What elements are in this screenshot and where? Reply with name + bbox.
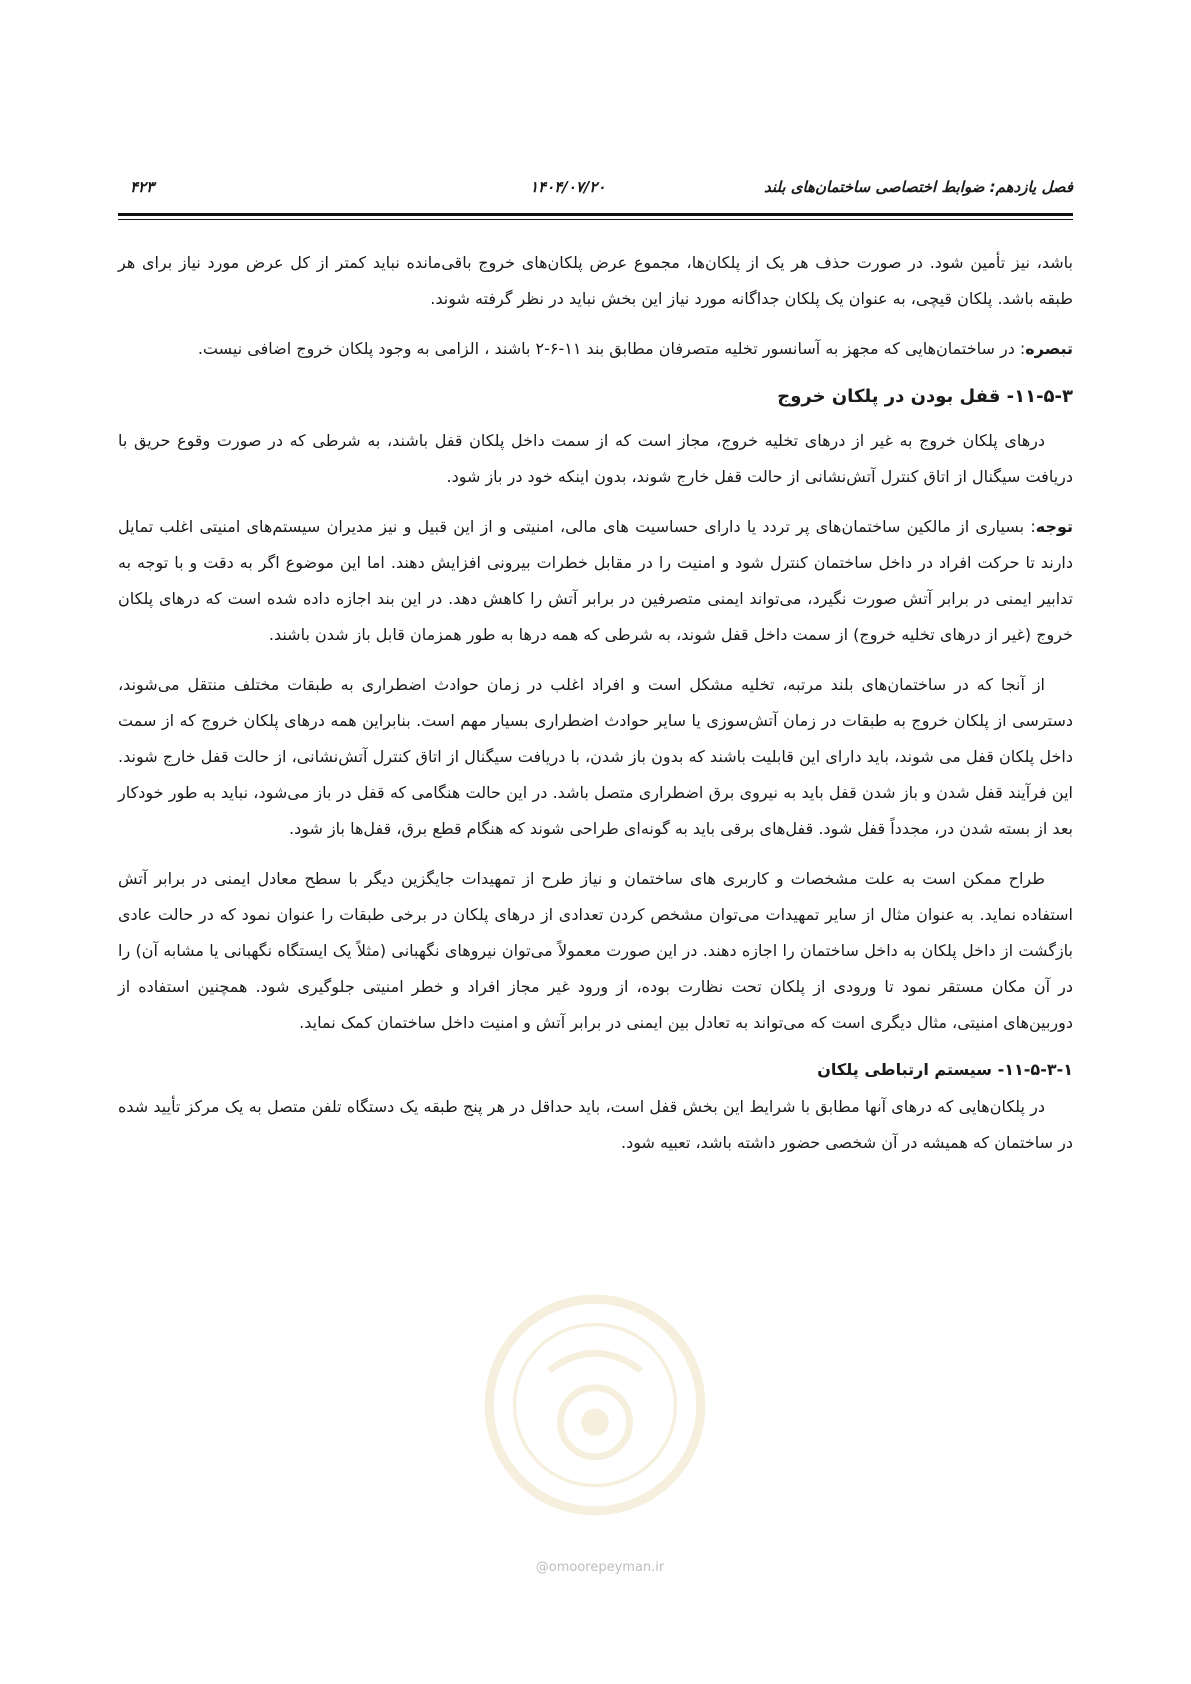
section-heading: ۱۱-۵-۳- قفل بودن در پلکان خروج: [777, 386, 1073, 407]
page-number: ۴۲۳: [130, 178, 155, 196]
note-paragraph: [118, 331, 1073, 367]
attention-label: توجه: [1035, 517, 1073, 536]
page-header: [118, 178, 1073, 208]
attention-text: : بسیاری از مالکین ساختمان‌های پر تردد یا دارای حساسیت های مالی، امنیتی و از این قبیل و نیز مدیران سیستم‌های امنیتی اغلب تمایل دارند تا حرکت افراد در داخل ساختمان کنترل شود و امنیت را در مقابل خطرات بیرونی افزایش دهند. اما این موضوع اگر به دقت و با توجه به تدابیر ایمنی در برابر آتش صورت نگیرد، می‌تواند ایمنی متصرفین در برابر آتش را کاهش دهد. در این بند اجازه داده شده است که درهای پلکان خروج (غیر از درهای تخلیه خروج) از سمت داخل قفل شوند، به شرطی که همه درها به طور همزمان قابل باز شدن باشند.: [118, 517, 1073, 644]
watermark-logo-icon: [480, 1290, 710, 1520]
header-date: ۱۴۰۴/۰۷/۲۰: [530, 178, 606, 196]
paragraph-evacuation: از آنجا که در ساختمان‌های بلند مرتبه، تخلیه مشکل است و افراد اغلب در زمان حوادث اضطراری به طبقات مختلف منتقل می‌شوند، دسترسی از پلکان خروج به طبقات در زمان آتش‌سوزی یا سایر حوادث اضطراری بسیار مهم است. بنابراین همه درهای پلکان خروج که از سمت داخل پلکان قفل می شوند، باید دارای این قابلیت باشند که بدون باز شدن، با دریافت سیگنال از اتاق کنترل آتش‌نشانی، از حالت قفل خارج شوند. این فرآیند قفل شدن و باز شدن قفل باید به نیروی برق اضطراری متصل باشد. در این حالت هنگامی که قفل در باز می‌شود، نباید به طور خودکار بعد از بسته شدن در، مجدداً قفل شود. قفل‌های برقی باید به گونه‌ای طراحی شوند که هنگام قطع برق، قفل‌ها باز شود.: [118, 675, 1073, 838]
watermark-url: @omoorepeyman.ir: [535, 1560, 665, 1575]
paragraph-communication: در پلکان‌هایی که درهای آنها مطابق با شرایط این بخش قفل است، باید حداقل در هر پنج طبقه یک دستگاه تلفن متصل به یک مرکز تأیید شده در ساختمان که همیشه در آن شخصی حضور داشته باشد، تعبیه شود.: [118, 1097, 1073, 1152]
header-rule-thin: [118, 219, 1073, 220]
subsection-heading: ۱۱-۵-۳-۱- سیستم ارتباطی پلکان: [817, 1060, 1073, 1079]
chapter-title: فصل یازدهم: ضوابط اختصاصی ساختمان‌های بلند: [763, 178, 1073, 196]
note-label: تبصره: [1025, 339, 1073, 358]
paragraph-door-locking: درهای پلکان خروج به غیر از درهای تخلیه خروج، مجاز است که از سمت داخل پلکان قفل باشند، به شرطی که در صورت وقوع حریق با دریافت سیگنال از اتاق کنترل آتش‌نشانی از حالت قفل خارج شوند، بدون اینکه خود در باز شود.: [118, 431, 1073, 486]
header-rule-thick: [118, 213, 1073, 216]
paragraph-continuation: باشد، نیز تأمین شود. در صورت حذف هر یک از پلکان‌ها، مجموع عرض پلکان‌های خروج باقی‌مانده نباید کمتر از کل عرض مورد نیاز برای هر طبقه باشد. پلکان قیچی، به عنوان یک پلکان جداگانه مورد نیاز این بخش نباید در نظر گرفته شوند.: [118, 253, 1073, 308]
attention-paragraph: [118, 509, 1073, 653]
paragraph-alternatives: طراح ممکن است به علت مشخصات و کاربری های ساختمان و نیاز طرح از تمهیدات جایگزین دیگر با سطح معادل ایمنی در برابر آتش استفاده نماید. به عنوان مثال از سایر تمهیدات می‌توان مشخص کردن تعدادی از درهای پلکان در برخی طبقات را عنوان نمود که در حالت عادی بازگشت از داخل پلکان به داخل ساختمان را اجازه دهند. در این صورت معمولاً می‌توان نیروهای نگهبانی (مثلاً یک ایستگاه نگهبانی یا مشابه آن) را در آن مکان مستقر نمود تا ورودی از پلکان تحت نظارت بوده، از ورود غیر مجاز افراد و خطر امنیتی جلوگیری شود. همچنین استفاده از دوربین‌های امنیتی، مثال دیگری است که می‌تواند به تعادل بین ایمنی در برابر آتش و امنیت داخل ساختمان کمک نماید.: [118, 869, 1073, 1032]
page-body: [118, 245, 1073, 1175]
note-text: : در ساختمان‌هایی که مجهز به آسانسور تخلیه متصرفان مطابق بند ۱۱-۶-۲ باشند ، الزامی به وجود پلکان خروج اضافی نیست.: [197, 339, 1026, 358]
